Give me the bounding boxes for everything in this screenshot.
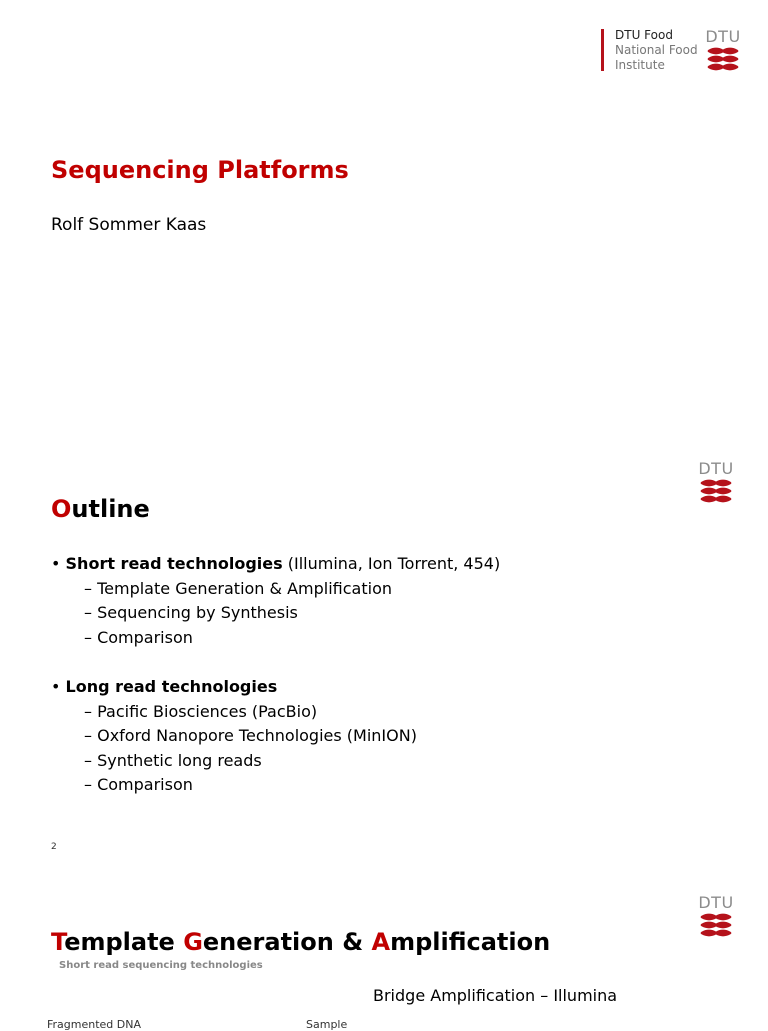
list-item — [51, 749, 500, 774]
sub-item-label: Comparison — [97, 627, 193, 647]
brand-line-3: Institute — [615, 58, 665, 72]
list-item — [51, 773, 500, 798]
dtu-wave-logo-icon — [701, 480, 731, 502]
title-part: emplate — [64, 928, 184, 956]
dash: – — [84, 775, 92, 794]
presentation-title: Sequencing Platforms — [51, 156, 349, 184]
sub-item-label: Synthetic long reads — [97, 750, 262, 770]
diagram-label-left: Fragmented DNA — [47, 1018, 142, 1031]
dtu-logo-text: DTU — [698, 893, 734, 912]
dash: – — [84, 750, 92, 770]
title-rest: utline — [71, 495, 150, 523]
title-part: mplification — [390, 928, 551, 956]
page-number: 2 — [51, 842, 57, 852]
diagram-label-right: Sample — [306, 1018, 348, 1031]
title-initial: G — [183, 928, 203, 956]
bullet: • — [51, 554, 61, 573]
sub-item-label: Template Generation & Amplification — [97, 578, 392, 598]
dash: – — [84, 627, 92, 647]
slide-subtitle: Short read sequencing technologies — [59, 960, 263, 971]
list-spacer — [51, 650, 500, 675]
list-item — [51, 675, 500, 700]
title-part: eneration & — [202, 928, 372, 956]
dtu-logo — [697, 460, 735, 502]
title-initial: T — [51, 928, 65, 956]
dtu-logo-text: DTU — [698, 459, 734, 478]
brand-divider — [601, 29, 604, 71]
list-item — [51, 700, 500, 725]
dash: – — [84, 701, 92, 721]
list-item — [51, 577, 500, 602]
list-item — [51, 552, 500, 577]
title-initial: A — [371, 928, 391, 956]
sub-item-label: Pacific Biosciences (PacBio) — [97, 701, 318, 721]
slide-outline — [0, 440, 768, 870]
dash: – — [84, 578, 92, 598]
section-heading: Long read technologies — [65, 677, 278, 696]
dtu-wave-logo-icon — [701, 914, 731, 936]
slide-template-generation — [0, 870, 768, 1031]
brand-line-1: DTU Food — [615, 28, 673, 42]
author-name: Rolf Sommer Kaas — [51, 215, 207, 235]
title-initial: O — [51, 495, 72, 523]
dtu-logo — [704, 28, 742, 70]
brand-line-2: National Food — [615, 43, 698, 57]
sub-item-label: Sequencing by Synthesis — [97, 603, 298, 622]
slide-title — [51, 928, 550, 956]
bullet: • — [51, 677, 61, 696]
sub-item-label: Comparison — [97, 775, 193, 794]
dtu-logo-text: DTU — [705, 27, 741, 46]
dtu-logo — [697, 894, 735, 936]
slide-title — [51, 495, 150, 523]
outline-list — [51, 552, 500, 798]
sub-item-label: Oxford Nanopore Technologies (MinION) — [97, 726, 417, 745]
slide-title — [0, 0, 768, 440]
list-item — [51, 601, 500, 626]
list-item — [51, 724, 500, 749]
section-detail: (Illumina, Ion Torrent, 454) — [282, 554, 501, 573]
figure-caption: Bridge Amplification – Illumina — [373, 986, 618, 1005]
section-heading: Short read technologies — [65, 554, 283, 573]
dash: – — [84, 726, 92, 745]
dtu-wave-logo-icon — [708, 48, 738, 70]
dash: – — [84, 603, 92, 622]
list-item — [51, 626, 500, 651]
